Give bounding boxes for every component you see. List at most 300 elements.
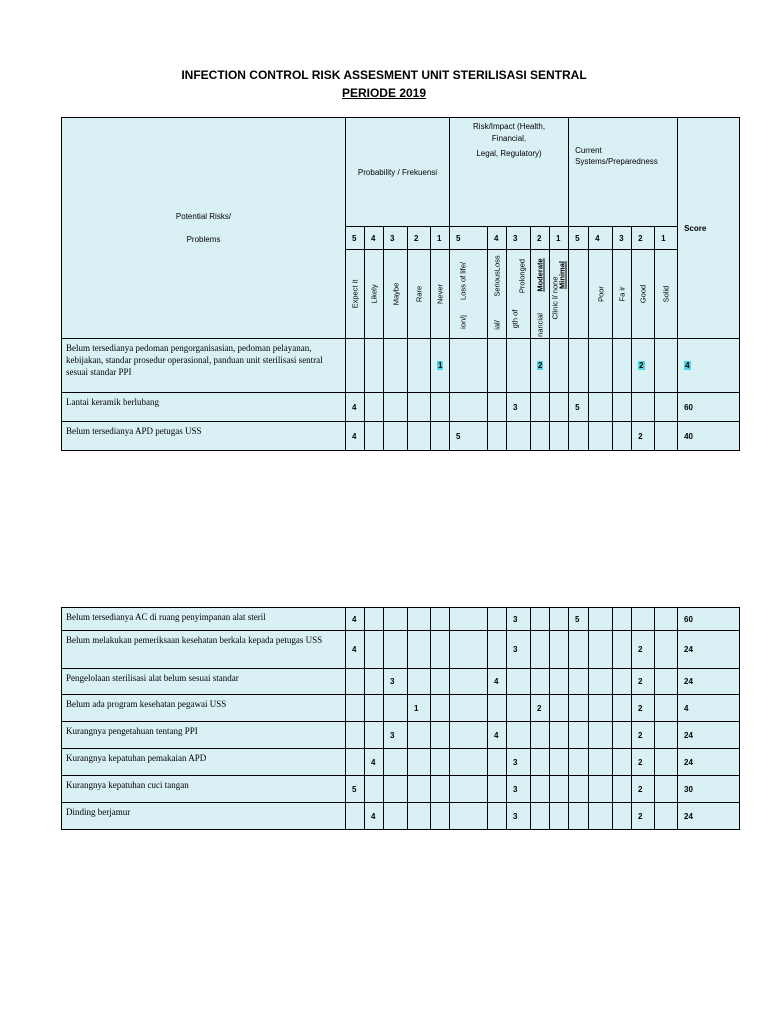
scale-label-cell bbox=[488, 250, 507, 339]
scale-label: Loss of life/ bbox=[458, 261, 468, 300]
rating-cell bbox=[531, 776, 550, 803]
scale-label-cell bbox=[384, 250, 408, 339]
rating-cell bbox=[632, 339, 655, 393]
rating-value: 4 bbox=[352, 645, 357, 654]
rating-cell bbox=[589, 669, 613, 695]
rating-cell bbox=[450, 722, 488, 749]
rating-cell bbox=[613, 339, 632, 393]
rating-cell bbox=[613, 722, 632, 749]
scale-label: Maybe bbox=[391, 282, 400, 306]
rating-cell bbox=[488, 722, 507, 749]
score-value: 24 bbox=[684, 757, 693, 767]
rating-cell bbox=[531, 749, 550, 776]
rating-cell bbox=[431, 669, 450, 695]
rating-cell bbox=[408, 422, 431, 451]
score-cell bbox=[678, 722, 740, 749]
rating-value: 2 bbox=[638, 677, 643, 686]
rating-cell bbox=[589, 803, 613, 830]
rating-cell bbox=[613, 669, 632, 695]
rating-cell bbox=[450, 631, 488, 669]
rating-cell bbox=[507, 422, 531, 451]
document-title: INFECTION CONTROL RISK ASSESMENT UNIT STERILISASI SENTRAL bbox=[181, 68, 587, 82]
score-cell bbox=[678, 803, 740, 830]
rating-cell bbox=[507, 722, 531, 749]
rating-cell bbox=[346, 339, 365, 393]
rating-cell bbox=[613, 422, 632, 451]
rating-cell bbox=[550, 722, 569, 749]
rating-cell bbox=[655, 803, 678, 830]
rating-value: 3 bbox=[513, 402, 518, 412]
rating-value: 5 bbox=[575, 402, 580, 412]
rating-cell bbox=[589, 695, 613, 722]
score-value: 40 bbox=[684, 431, 693, 441]
scale-label-cell bbox=[365, 250, 384, 339]
rating-cell bbox=[655, 339, 678, 393]
rating-cell bbox=[346, 749, 365, 776]
scale-label-cell bbox=[655, 250, 678, 339]
score-value: 4 bbox=[684, 703, 689, 713]
rating-cell bbox=[569, 393, 589, 422]
scale-label-cell bbox=[589, 250, 613, 339]
table-row bbox=[62, 422, 740, 451]
scale-number: 2 bbox=[408, 227, 431, 250]
rating-value: 3 bbox=[513, 757, 518, 767]
rating-value: 4 bbox=[494, 730, 499, 740]
rating-cell bbox=[632, 695, 655, 722]
risk-description: Kurangnya kepatuhan cuci tangan bbox=[62, 776, 346, 803]
rating-cell bbox=[507, 803, 531, 830]
rating-cell bbox=[632, 393, 655, 422]
rating-cell bbox=[655, 695, 678, 722]
rating-cell bbox=[550, 695, 569, 722]
rating-value: 3 bbox=[513, 811, 518, 821]
rating-cell bbox=[408, 393, 431, 422]
rating-cell bbox=[550, 631, 569, 669]
rating-cell bbox=[613, 608, 632, 631]
rating-cell bbox=[531, 631, 550, 669]
scale-number: 4 bbox=[488, 227, 507, 250]
rating-cell bbox=[450, 339, 488, 393]
rating-cell bbox=[384, 695, 408, 722]
rating-cell bbox=[365, 776, 384, 803]
risk-description: Lantai keramik berlubang bbox=[62, 393, 346, 422]
score-cell bbox=[678, 749, 740, 776]
rating-cell bbox=[384, 776, 408, 803]
risk-description: Belum ada program kesehatan pegawai USS bbox=[62, 695, 346, 722]
rating-cell bbox=[431, 749, 450, 776]
rating-cell bbox=[408, 339, 431, 393]
rating-cell bbox=[632, 631, 655, 669]
rating-cell bbox=[346, 776, 365, 803]
rating-cell bbox=[384, 749, 408, 776]
risk-table-1 bbox=[61, 117, 740, 451]
rating-cell bbox=[655, 749, 678, 776]
risk-impact-line2: Financial, bbox=[491, 134, 527, 143]
rating-cell bbox=[632, 749, 655, 776]
rating-cell bbox=[569, 776, 589, 803]
scale-number: 2 bbox=[531, 227, 550, 250]
rating-cell bbox=[655, 722, 678, 749]
scale-number: 3 bbox=[613, 227, 632, 250]
scale-number: 4 bbox=[589, 227, 613, 250]
rating-cell bbox=[488, 393, 507, 422]
rating-cell bbox=[531, 722, 550, 749]
rating-cell bbox=[632, 722, 655, 749]
rating-cell bbox=[613, 393, 632, 422]
rating-cell bbox=[384, 422, 408, 451]
rating-cell bbox=[569, 608, 589, 631]
rating-cell bbox=[550, 393, 569, 422]
scale-label: Minimal bbox=[557, 260, 567, 289]
rating-cell bbox=[346, 803, 365, 830]
risk-impact-line1: Risk/Impact (Health, bbox=[473, 122, 546, 131]
rating-cell bbox=[507, 776, 531, 803]
systems-preparedness-label: Systems/Preparedness bbox=[575, 157, 658, 166]
rating-cell bbox=[655, 631, 678, 669]
rating-value: 5 bbox=[352, 784, 357, 794]
risk-impact-line3: Legal, Regulatory) bbox=[476, 149, 542, 158]
risk-description: Belum tersedianya AC di ruang penyimpanan alat steril bbox=[62, 608, 346, 631]
rating-cell bbox=[613, 695, 632, 722]
rating-cell bbox=[365, 339, 384, 393]
table-row bbox=[62, 722, 740, 749]
rating-value: 3 bbox=[513, 645, 518, 654]
scale-number: 5 bbox=[569, 227, 589, 250]
current-systems-header bbox=[569, 118, 678, 227]
rating-cell bbox=[431, 803, 450, 830]
risk-impact-header bbox=[450, 118, 569, 227]
scale-number: 1 bbox=[431, 227, 450, 250]
current-label: Current bbox=[575, 146, 602, 155]
rating-cell bbox=[569, 339, 589, 393]
rating-cell bbox=[431, 422, 450, 451]
rating-cell bbox=[488, 776, 507, 803]
rating-cell bbox=[408, 695, 431, 722]
rating-cell bbox=[550, 422, 569, 451]
score-cell bbox=[678, 695, 740, 722]
rating-cell bbox=[613, 803, 632, 830]
table-row bbox=[62, 695, 740, 722]
rating-cell bbox=[488, 608, 507, 631]
rating-value: 3 bbox=[390, 677, 395, 686]
rating-cell bbox=[507, 695, 531, 722]
rating-cell bbox=[384, 669, 408, 695]
rating-value: 2 bbox=[639, 361, 644, 370]
rating-cell bbox=[531, 695, 550, 722]
rating-cell bbox=[507, 669, 531, 695]
rating-cell bbox=[569, 722, 589, 749]
rating-cell bbox=[632, 776, 655, 803]
rating-cell bbox=[384, 608, 408, 631]
rating-cell bbox=[507, 631, 531, 669]
rating-cell bbox=[408, 669, 431, 695]
rating-cell bbox=[431, 393, 450, 422]
score-cell bbox=[678, 669, 740, 695]
scale-number: 3 bbox=[384, 227, 408, 250]
rating-cell bbox=[531, 393, 550, 422]
scale-number: 1 bbox=[550, 227, 569, 250]
rating-cell bbox=[450, 393, 488, 422]
rating-value: 2 bbox=[638, 784, 643, 794]
rating-cell bbox=[384, 339, 408, 393]
potential-risks-label: Potential Risks/ bbox=[175, 212, 232, 221]
rating-cell bbox=[550, 803, 569, 830]
table-row bbox=[62, 631, 740, 669]
rating-cell bbox=[408, 749, 431, 776]
rating-cell bbox=[632, 608, 655, 631]
rating-cell bbox=[632, 803, 655, 830]
rating-cell bbox=[431, 339, 450, 393]
rating-cell bbox=[507, 393, 531, 422]
rating-cell bbox=[346, 422, 365, 451]
rating-cell bbox=[450, 776, 488, 803]
rating-cell bbox=[632, 422, 655, 451]
rating-cell bbox=[488, 749, 507, 776]
rating-cell bbox=[450, 669, 488, 695]
rating-cell bbox=[531, 339, 550, 393]
rating-cell bbox=[450, 608, 488, 631]
scale-label: Moderate bbox=[535, 257, 545, 292]
scale-label: Expect it bbox=[350, 279, 360, 309]
risk-description: Kurangnya kepatuhan pemakaian APD bbox=[62, 749, 346, 776]
rating-value: 4 bbox=[371, 811, 376, 821]
scale-number: 5 bbox=[450, 227, 488, 250]
rating-value: 1 bbox=[414, 703, 419, 713]
scale-label-cell bbox=[507, 250, 531, 339]
rating-cell bbox=[531, 422, 550, 451]
rating-cell bbox=[569, 631, 589, 669]
rating-cell bbox=[346, 608, 365, 631]
rating-cell bbox=[550, 339, 569, 393]
score-cell bbox=[678, 422, 740, 451]
scale-label-cell bbox=[408, 250, 431, 339]
rating-cell bbox=[550, 749, 569, 776]
scale-label-cell bbox=[431, 250, 450, 339]
rating-cell bbox=[346, 631, 365, 669]
rating-cell bbox=[365, 393, 384, 422]
scale-label: Rare bbox=[414, 285, 424, 303]
probability-header: Probability / Frekuensi bbox=[346, 118, 450, 227]
rating-cell bbox=[384, 722, 408, 749]
scale-label-cell bbox=[632, 250, 655, 339]
rating-cell bbox=[507, 749, 531, 776]
rating-value: 5 bbox=[456, 431, 461, 441]
rating-cell bbox=[589, 749, 613, 776]
rating-value: 4 bbox=[352, 431, 357, 441]
potential-risks-header bbox=[62, 118, 346, 339]
scale-label: Likely bbox=[369, 284, 379, 304]
scale-label: SeriousLoss bbox=[492, 255, 502, 298]
rating-cell bbox=[346, 695, 365, 722]
rating-value: 3 bbox=[513, 614, 518, 624]
rating-value: 3 bbox=[390, 730, 395, 740]
risk-description: Belum melakukan pemeriksaan kesehatan berkala kepada petugas USS bbox=[62, 631, 346, 669]
score-cell bbox=[678, 776, 740, 803]
rating-value: 2 bbox=[638, 645, 643, 654]
scale-label: Good bbox=[638, 284, 648, 304]
rating-value: 2 bbox=[638, 730, 643, 740]
risk-description: Kurangnya pengetahuan tentang PPI bbox=[62, 722, 346, 749]
rating-cell bbox=[613, 776, 632, 803]
scale-label-partial: gth of bbox=[510, 309, 520, 329]
rating-cell bbox=[550, 669, 569, 695]
document-period: PERIODE 2019 bbox=[341, 86, 427, 100]
rating-cell bbox=[488, 669, 507, 695]
rating-cell bbox=[507, 339, 531, 393]
table-row bbox=[62, 339, 740, 393]
rating-cell bbox=[408, 776, 431, 803]
rating-cell bbox=[613, 631, 632, 669]
scale-label: Prolonged bbox=[517, 259, 527, 294]
rating-cell bbox=[655, 669, 678, 695]
rating-cell bbox=[365, 749, 384, 776]
scale-label-cell bbox=[550, 250, 569, 339]
rating-cell bbox=[569, 695, 589, 722]
rating-cell bbox=[488, 803, 507, 830]
rating-cell bbox=[589, 422, 613, 451]
rating-cell bbox=[613, 749, 632, 776]
rating-cell bbox=[589, 776, 613, 803]
table-row bbox=[62, 393, 740, 422]
rating-cell bbox=[488, 631, 507, 669]
rating-value: 4 bbox=[352, 402, 357, 412]
rating-cell bbox=[488, 695, 507, 722]
table-row bbox=[62, 608, 740, 631]
rating-cell bbox=[431, 608, 450, 631]
rating-cell bbox=[531, 669, 550, 695]
rating-cell bbox=[569, 669, 589, 695]
risk-description: Dinding berjamur bbox=[62, 803, 346, 830]
rating-value: 4 bbox=[494, 677, 499, 686]
rating-cell bbox=[488, 339, 507, 393]
rating-cell bbox=[431, 722, 450, 749]
rating-value: 2 bbox=[538, 361, 543, 370]
rating-cell bbox=[365, 422, 384, 451]
scale-label: Never bbox=[435, 283, 445, 305]
rating-cell bbox=[346, 669, 365, 695]
rating-cell bbox=[507, 608, 531, 631]
table-row bbox=[62, 669, 740, 695]
rating-value: 2 bbox=[638, 431, 643, 441]
scale-label: Fa ir bbox=[617, 286, 627, 302]
scale-label-cell bbox=[613, 250, 632, 339]
rating-cell bbox=[655, 422, 678, 451]
score-value: 4 bbox=[685, 361, 690, 370]
risk-description: Belum tersedianya APD petugas USS bbox=[62, 422, 346, 451]
score-value: 24 bbox=[684, 677, 693, 686]
score-value: 24 bbox=[684, 645, 693, 654]
scale-number: 5 bbox=[346, 227, 365, 250]
risk-description: Belum tersedianya pedoman pengorganisasian, pedoman pelayanan, kebijakan, standar prosedur operasional, panduan unit sterilisasi sentral sesuai standar PPI bbox=[62, 339, 346, 393]
scale-number: 4 bbox=[365, 227, 384, 250]
rating-cell bbox=[384, 803, 408, 830]
rating-value: 4 bbox=[352, 614, 357, 624]
rating-cell bbox=[550, 608, 569, 631]
scale-label-partial: ial/ bbox=[492, 320, 502, 330]
rating-value: 2 bbox=[638, 811, 643, 821]
rating-cell bbox=[408, 803, 431, 830]
score-value: 24 bbox=[684, 730, 693, 740]
rating-cell bbox=[569, 749, 589, 776]
rating-cell bbox=[450, 749, 488, 776]
rating-cell bbox=[589, 631, 613, 669]
rating-cell bbox=[346, 722, 365, 749]
rating-cell bbox=[531, 608, 550, 631]
scale-label-partial: nancial bbox=[535, 312, 545, 337]
rating-value: 5 bbox=[575, 614, 580, 624]
score-value: 24 bbox=[684, 811, 693, 821]
scale-label-partial: ion/j bbox=[458, 315, 468, 330]
rating-cell bbox=[569, 803, 589, 830]
rating-cell bbox=[488, 422, 507, 451]
scale-label-cell bbox=[346, 250, 365, 339]
rating-cell bbox=[431, 631, 450, 669]
scale-label-cell bbox=[450, 250, 488, 339]
risk-description: Pengelolaan sterilisasi alat belum sesuai standar bbox=[62, 669, 346, 695]
score-value: 30 bbox=[684, 784, 693, 794]
rating-cell bbox=[365, 608, 384, 631]
scale-label-cell bbox=[569, 250, 589, 339]
rating-cell bbox=[431, 695, 450, 722]
rating-value: 2 bbox=[638, 757, 643, 767]
problems-label: Problems bbox=[186, 235, 221, 244]
rating-cell bbox=[346, 393, 365, 422]
rating-cell bbox=[365, 695, 384, 722]
rating-cell bbox=[384, 393, 408, 422]
rating-cell bbox=[365, 803, 384, 830]
score-value: 60 bbox=[684, 614, 693, 624]
rating-value: 1 bbox=[438, 361, 443, 370]
rating-value: 2 bbox=[638, 703, 643, 713]
risk-table-2 bbox=[61, 607, 740, 830]
rating-cell bbox=[408, 608, 431, 631]
rating-cell bbox=[589, 393, 613, 422]
rating-cell bbox=[632, 669, 655, 695]
rating-cell bbox=[365, 669, 384, 695]
rating-cell bbox=[655, 393, 678, 422]
rating-cell bbox=[450, 803, 488, 830]
rating-cell bbox=[550, 776, 569, 803]
rating-value: 2 bbox=[537, 703, 542, 713]
score-cell bbox=[678, 339, 740, 393]
rating-cell bbox=[655, 776, 678, 803]
rating-cell bbox=[450, 422, 488, 451]
rating-cell bbox=[408, 722, 431, 749]
rating-cell bbox=[655, 608, 678, 631]
rating-cell bbox=[431, 776, 450, 803]
scale-number: 3 bbox=[507, 227, 531, 250]
rating-cell bbox=[589, 339, 613, 393]
score-header: Score bbox=[678, 118, 740, 339]
rating-cell bbox=[408, 631, 431, 669]
scale-label-cell bbox=[531, 250, 550, 339]
rating-cell bbox=[589, 608, 613, 631]
rating-cell bbox=[365, 722, 384, 749]
rating-value: 4 bbox=[371, 757, 376, 767]
scale-label-partial: Clinic l/ none bbox=[550, 276, 560, 320]
scale-number: 1 bbox=[655, 227, 678, 250]
rating-cell bbox=[589, 722, 613, 749]
table-row bbox=[62, 776, 740, 803]
score-cell bbox=[678, 393, 740, 422]
score-cell bbox=[678, 631, 740, 669]
rating-cell bbox=[450, 695, 488, 722]
table-row bbox=[62, 803, 740, 830]
rating-cell bbox=[531, 803, 550, 830]
score-cell bbox=[678, 608, 740, 631]
scale-number: 2 bbox=[632, 227, 655, 250]
rating-cell bbox=[365, 631, 384, 669]
